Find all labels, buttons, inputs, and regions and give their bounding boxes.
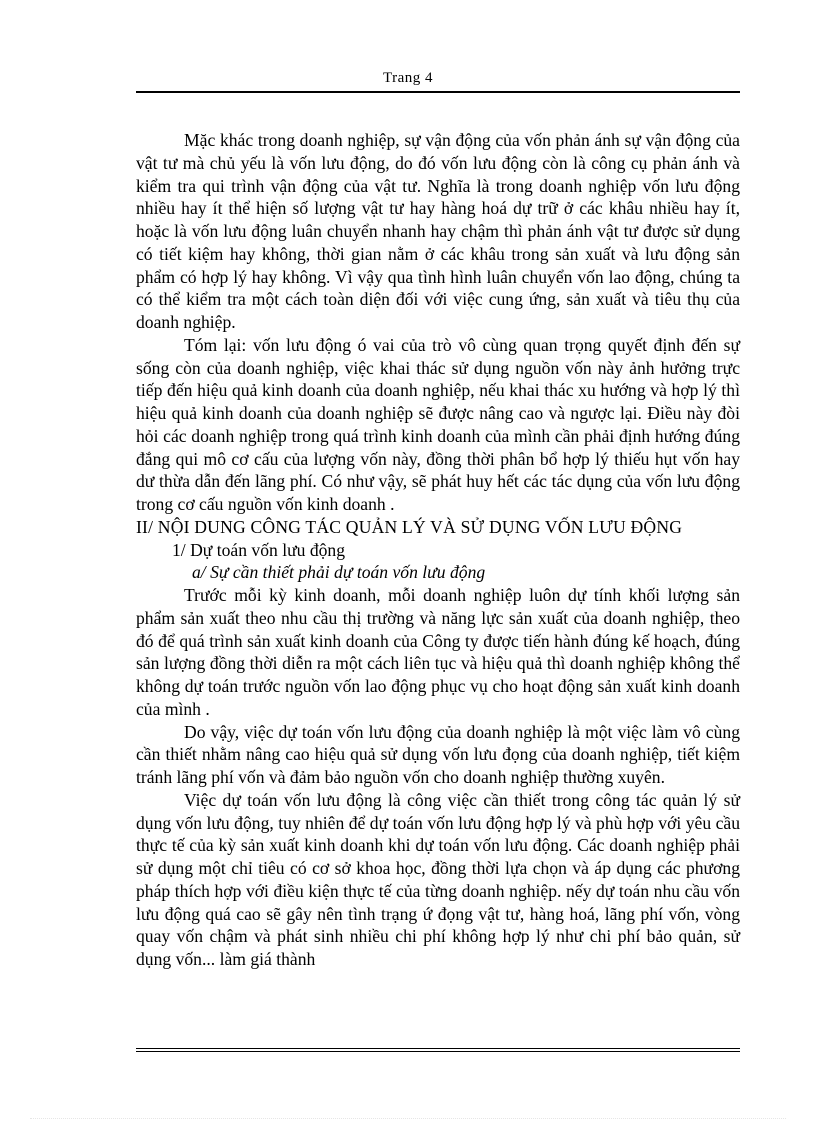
paragraph-3: Trước mỗi kỳ kinh doanh, mỗi doanh nghiệp luôn dự tính khối lượng sản phẩm sản xuất theo nhu cầu thị trường và năng lực sản xuất của doanh nghiệp, theo đó để quá trình sản xuất kinh doanh của Công ty được tiến hành đúng kế hoạch, đúng sản lượng đồng thời diễn ra một cách liên tục và hiệu quả thì doanh nghiệp không thể không dự toán trước nguồn vốn lao động phục vụ cho hoạt động sản xuất kinh doanh của mình . — [136, 585, 740, 719]
header-divider — [136, 91, 740, 93]
paragraph-2: Tóm lại: vốn lưu động ó vai của trò vô cùng quan trọng quyết định đến sự sống còn của doanh nghiệp, việc khai thác sử dụng nguồn vốn này ảnh hưởng trực tiếp đến hiệu quả kinh doanh của doanh nghiệp, nếu khai thác xu hướng và hợp lý thì hiệu quả kinh doanh của doanh nghiệp sẽ được nâng cao và ngược lại. Điều này đòi hỏi các doanh nghiệp trong quá trình kinh doanh của mình cần phải định hướng đúng đắng qui mô cơ cấu của lượng vốn này, đồng thời phân bổ hợp lý thiếu hụt vốn hay dư thừa dẫn đến lãng phí. Có như vậy, sẽ phát huy hết các tác dụng của vốn lưu động trong cơ cấu nguồn vốn kinh doanh . — [136, 334, 740, 514]
paragraph-5: Việc dự toán vốn lưu động là công việc cần thiết trong công tác quản lý sử dụng vốn lưu động, tuy nhiên để dự toán vốn lưu động hợp lý và phù hợp với yêu cầu thực tế của kỳ sản xuất kinh doanh khi dự toán vốn lưu động. Các doanh nghiệp phải sử dụng một chỉ tiêu có cơ sở khoa học, đồng thời lựa chọn và áp dụng các phương pháp thích hợp với điều kiện thực tế của từng doanh nghiệp. nếy dự toán nhu cầu vốn lưu động quá cao sẽ gây nên tình trạng ứ đọng vật tư, hàng hoá, lãng phí vốn, vòng quay vốn chậm và phát sinh nhiều chi phí không hợp lý như chi phí bảo quản, sử dụng vốn... làm giá thành — [136, 789, 740, 969]
document-body — [136, 129, 740, 971]
page-edge — [30, 1118, 786, 1119]
paragraph-1: Mặc khác trong doanh nghiệp, sự vận động của vốn phản ánh sự vận động của vật tư mà chủ yếu là vốn lưu động, do đó vốn lưu động còn là công cụ phản ánh và kiểm tra qui trình vận động của vật tư. Nghĩa là trong doanh nghiệp vốn lưu động nhiều hay ít thể hiện số lượng vật tư hay hàng hoá dự trữ ở các khâu nhiều hay ít, hoặc là vốn lưu động luân chuyển nhanh hay chậm thì phản ánh vật tư được sử dụng có tiết kiệm hay không, thời gian nằm ở các khâu trong sản xuất và lưu động sản phẩm có hợp lý hay không. Vì vậy qua tình hình luân chuyển vốn lao động, chúng ta có thể kiểm tra một cách toàn diện đối với việc cung ứng, sản xuất và tiêu thụ của doanh nghiệp. — [136, 130, 740, 332]
subsub-heading: a/ Sự cần thiết phải dự toán vốn lưu động — [192, 562, 486, 583]
paragraph-4: Do vậy, việc dự toán vốn lưu động của doanh nghiệp là một việc làm vô cùng cần thiết nhằm nâng cao hiệu quả sử dụng vốn lưu đọng của doanh nghiệp, tiết kiệm tránh lãng phí vốn và đảm bảo nguồn vốn cho doanh nghiệp thường xuyên. — [136, 721, 740, 787]
footer-divider — [136, 1048, 740, 1052]
section-heading: II/ NỘI DUNG CÔNG TÁC QUẢN LÝ VÀ SỬ DỤNG VỐN LƯU ĐỘNG — [136, 516, 683, 537]
sub-heading: 1/ Dự toán vốn lưu động — [172, 539, 346, 560]
page-header-label: Trang 4 — [382, 70, 434, 86]
